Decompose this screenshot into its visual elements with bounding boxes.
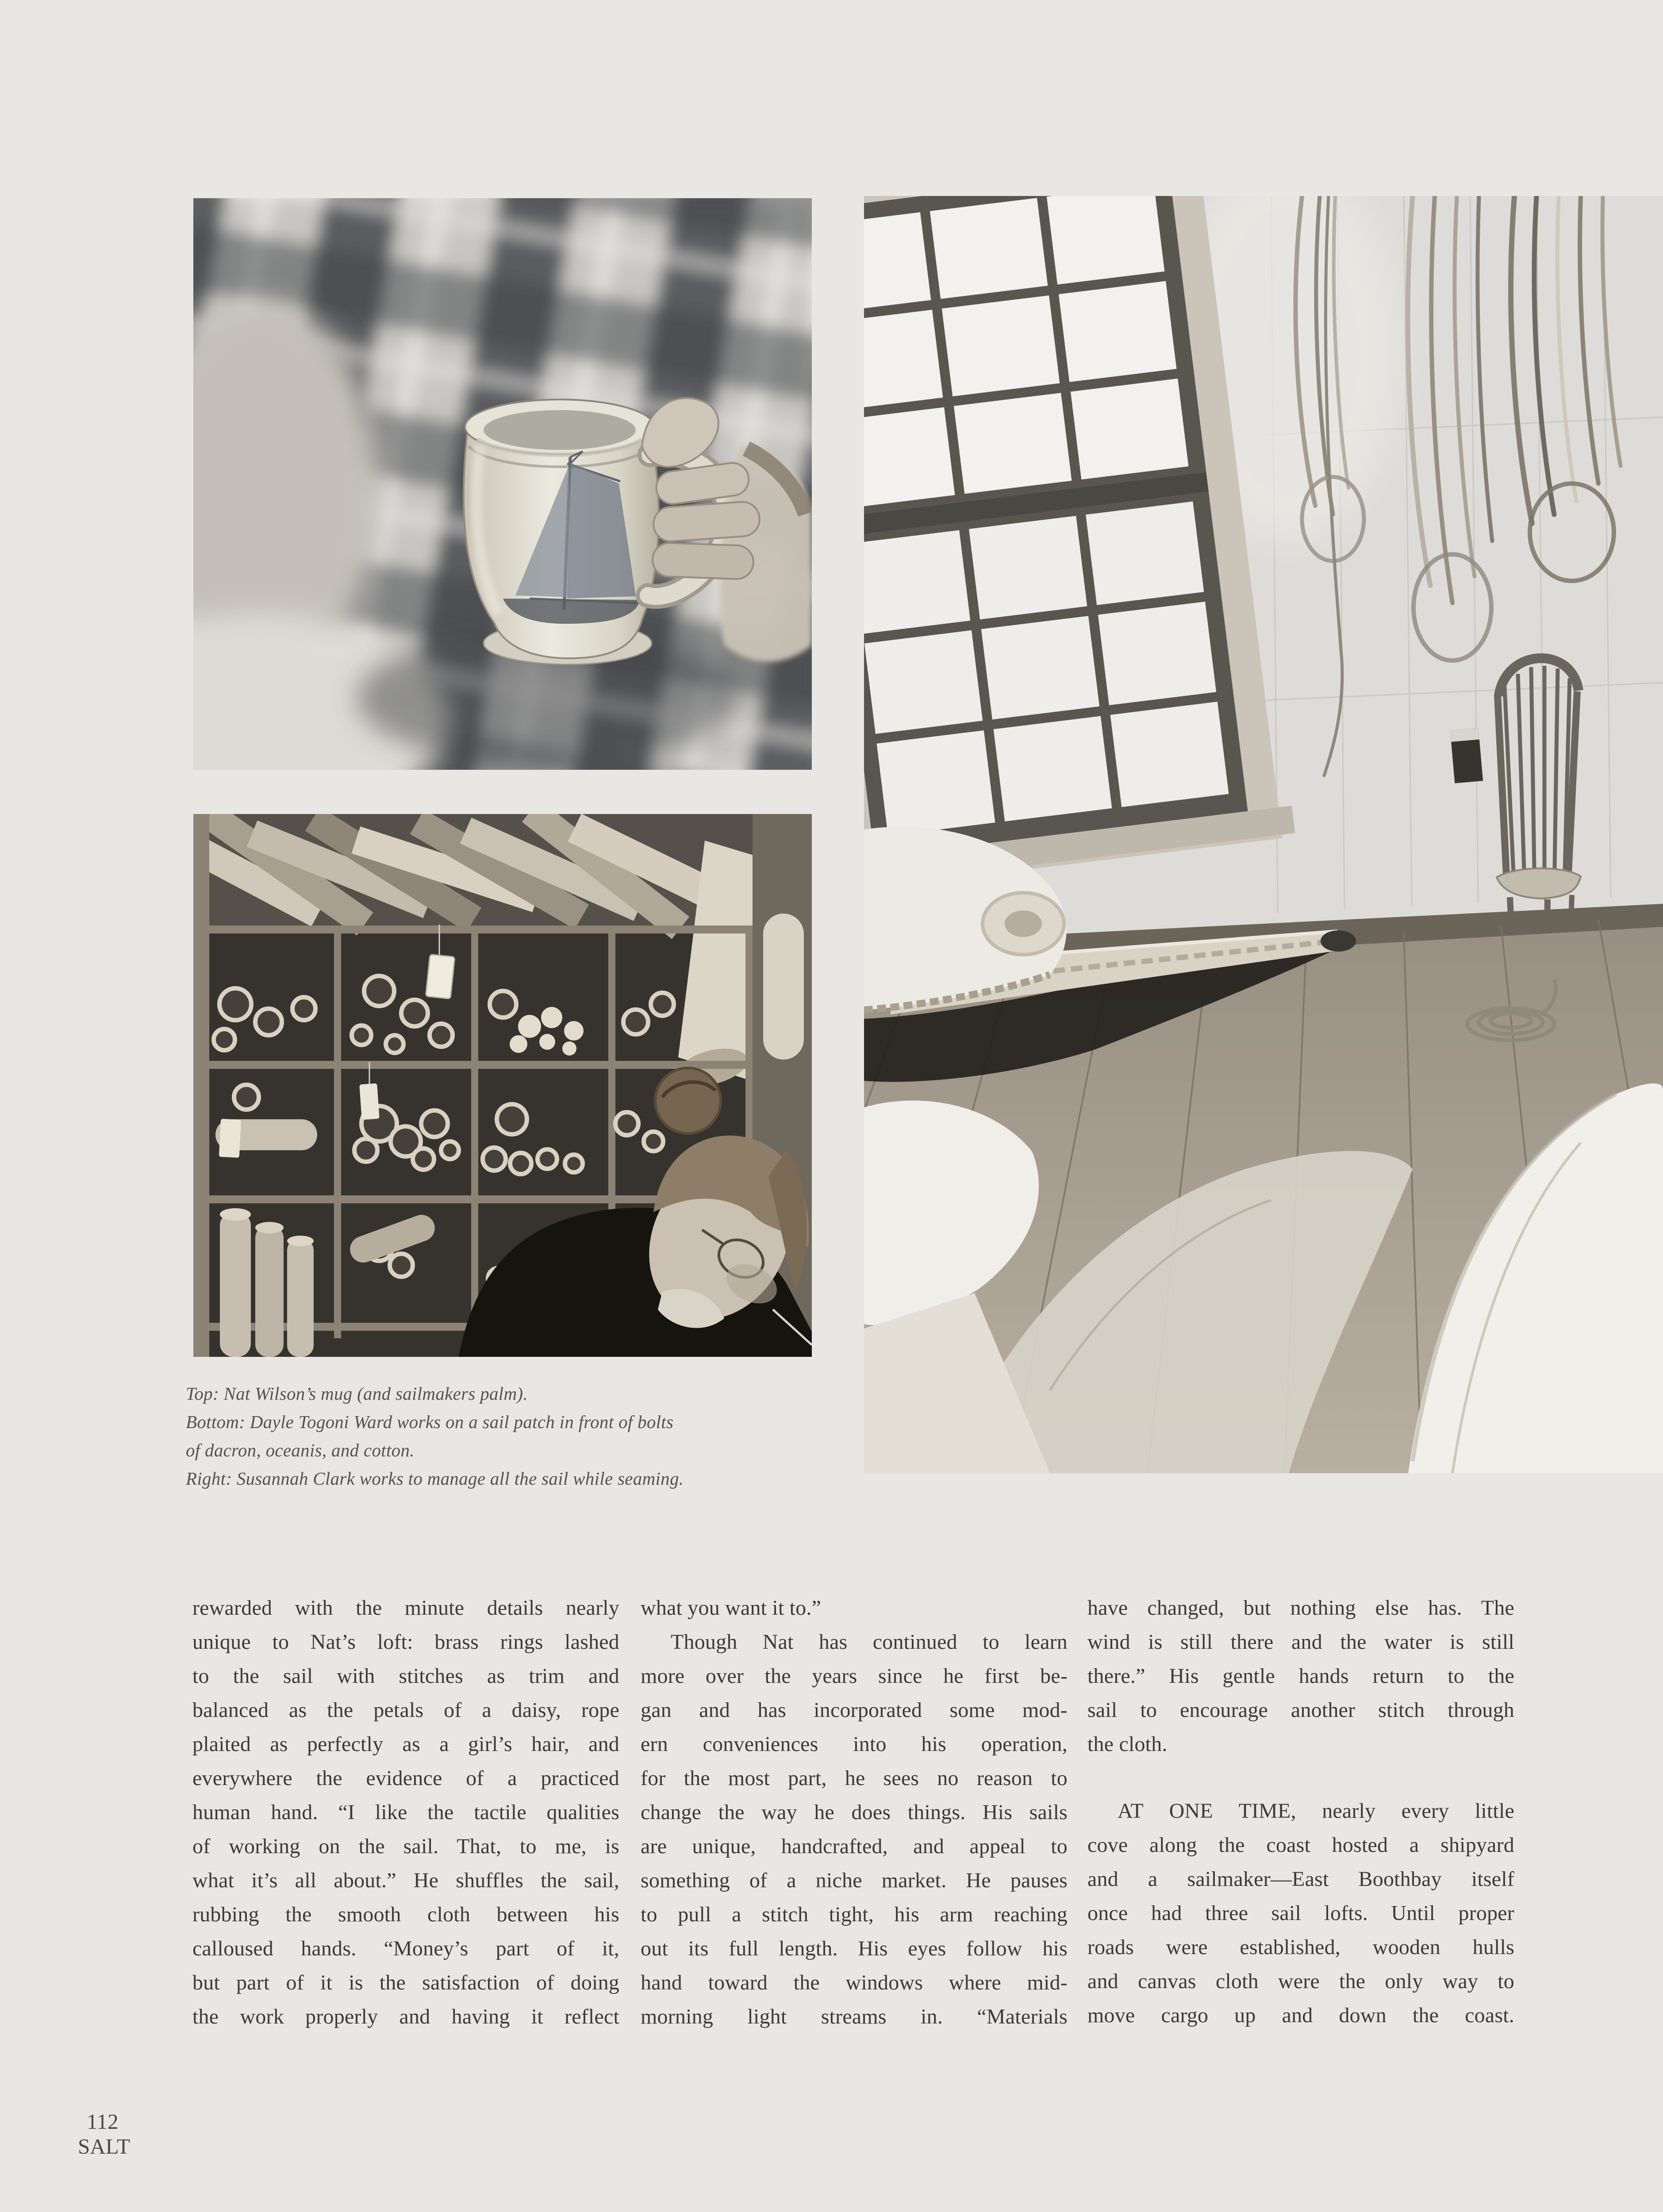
- text-line: rubbing the smooth cloth between his: [192, 1903, 619, 1926]
- text-line: Bottom: Dayle Togoni Ward works on a sail patch in front of bolts: [186, 1412, 674, 1432]
- photo-susannah-clark-loft: [864, 196, 1663, 1473]
- text-line: out its full length. His eyes follow his: [641, 1937, 1068, 1960]
- text-line: have changed, but nothing else has. The: [1087, 1596, 1514, 1620]
- photo-dayle-togoni-ward: [193, 814, 812, 1357]
- text-line: change the way he does things. His sails: [641, 1801, 1068, 1824]
- article-column-3: [1087, 1591, 1514, 2032]
- text-line: for the most part, he sees no reason to: [641, 1767, 1068, 1790]
- text-line: the cloth.: [1087, 1732, 1168, 1756]
- article-column-2: [641, 1591, 1068, 2034]
- text-line: there.” His gentle hands return to the: [1087, 1664, 1514, 1688]
- text-line: balanced as the petals of a daisy, rope: [192, 1698, 619, 1722]
- text-line: sail to encourage another stitch through: [1087, 1698, 1514, 1722]
- text-line: are unique, handcrafted, and appeal to: [641, 1835, 1068, 1858]
- text-line: to the sail with stitches as trim and: [192, 1664, 619, 1688]
- text-line: calloused hands. “Money’s part of it,: [192, 1937, 619, 1960]
- photo-captions: [186, 1379, 761, 1493]
- text-line: morning light streams in. “Materials: [641, 2005, 1068, 2028]
- text-line: what you want it to.”: [641, 1596, 822, 1620]
- text-line: gan and has incorporated some mod-: [641, 1698, 1068, 1722]
- text-line: what it’s all about.” He shuffles the sail,: [192, 1869, 619, 1892]
- article-column-1: [192, 1591, 619, 2034]
- photo-nat-wilson-mug: [193, 198, 812, 770]
- text-line: Right: Susannah Clark works to manage all the sail while seaming.: [186, 1468, 684, 1489]
- text-line: once had three sail lofts. Until proper: [1087, 1901, 1514, 1925]
- door-jamb: [193, 814, 209, 1357]
- text-line: plaited as perfectly as a girl’s hair, and: [192, 1732, 619, 1756]
- text-line: but part of it is the satisfaction of doing: [192, 1971, 619, 1994]
- text-line: and a sailmaker—East Boothbay itself: [1087, 1867, 1514, 1891]
- text-line: Top: Nat Wilson’s mug (and sailmakers palm).: [186, 1383, 528, 1404]
- text-line: AT ONE TIME, nearly every little: [1118, 1799, 1514, 1823]
- text-line: unique to Nat’s loft: brass rings lashed: [192, 1630, 619, 1654]
- text-line: more over the years since he first be-: [641, 1664, 1068, 1688]
- text-line: everywhere the evidence of a practiced: [192, 1767, 619, 1790]
- wall-box: [1450, 728, 1483, 783]
- magazine-name: SALT: [78, 2134, 131, 2158]
- text-line: human hand. “I like the tactile qualities: [192, 1801, 619, 1824]
- text-line: of working on the sail. That, to me, is: [192, 1835, 619, 1858]
- text-line: cove along the coast hosted a shipyard: [1087, 1833, 1514, 1857]
- text-line: hand toward the windows where mid-: [641, 1971, 1068, 1994]
- text-line: rewarded with the minute details nearly: [192, 1596, 619, 1620]
- text-line: ern conveniences into his operation,: [641, 1732, 1068, 1756]
- text-line: and canvas cloth were the only way to: [1087, 1970, 1514, 1993]
- text-line: Though Nat has continued to learn: [671, 1630, 1068, 1654]
- text-line: to pull a stitch tight, his arm reaching: [641, 1903, 1068, 1926]
- text-line: the work properly and having it reflect: [192, 2005, 619, 2028]
- page-footer: [78, 2109, 130, 2159]
- page-number: 112: [87, 2109, 119, 2134]
- text-line: roads were established, wooden hulls: [1087, 1936, 1514, 1959]
- text-line: move cargo up and down the coast.: [1087, 2004, 1514, 2027]
- text-line: wind is still there and the water is still: [1087, 1630, 1514, 1654]
- hair-bun: [655, 1068, 721, 1133]
- text-line: of dacron, oceanis, and cotton.: [186, 1440, 415, 1460]
- text-line: something of a niche market. He pauses: [641, 1869, 1068, 1892]
